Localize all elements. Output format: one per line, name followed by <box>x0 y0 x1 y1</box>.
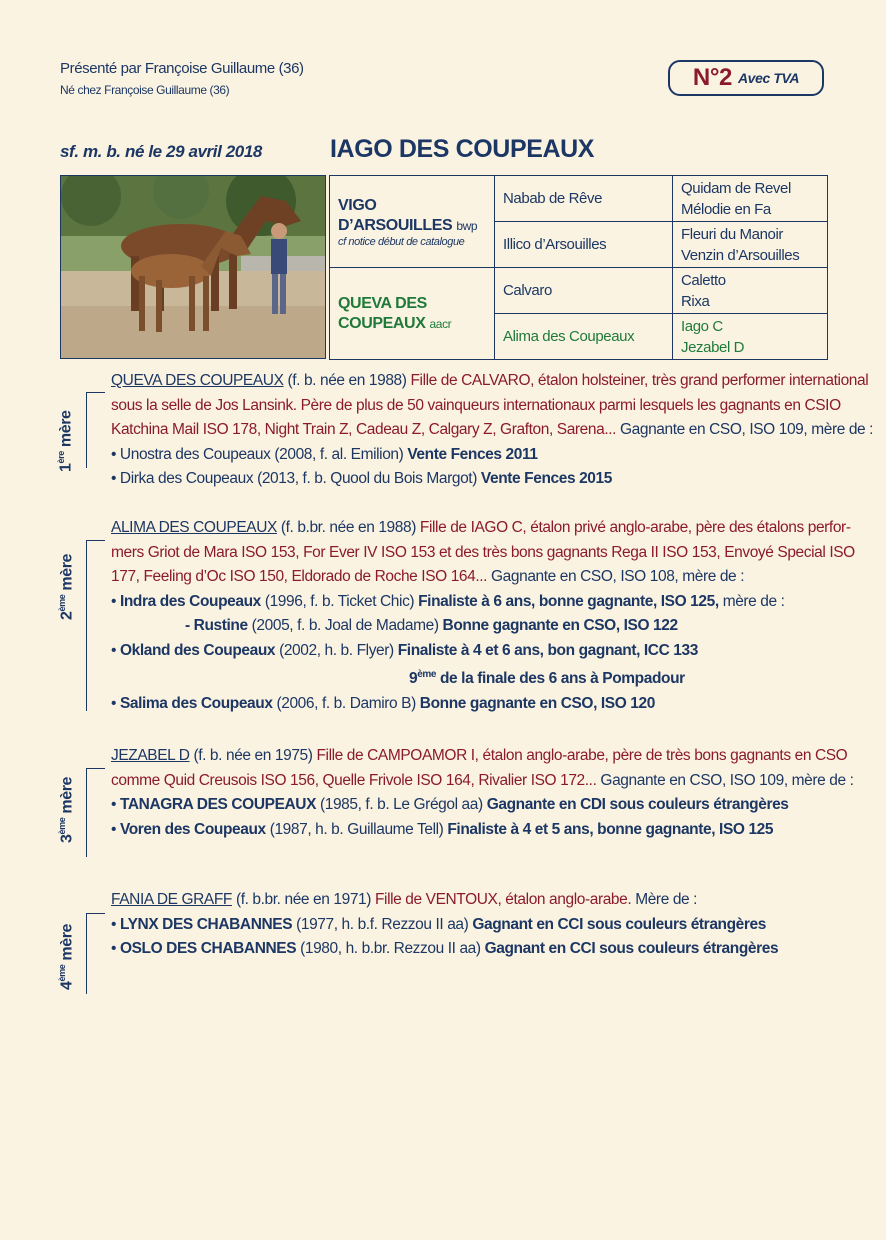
pedigree-dd-cell <box>673 314 828 360</box>
m1-child-1: • Unostra des Coupeaux (2008, f. al. Emilion) Vente Fences 2011 <box>111 445 538 463</box>
m4-bracket <box>86 913 105 994</box>
m2-grandchild-1: - Rustine (2005, f. b. Joal de Madame) Bonne gagnante en CSO, ISO 122 <box>185 617 678 634</box>
pedigree-sd-sire: Fleuri du Manoir <box>681 225 783 243</box>
m4-label: 4ème mère <box>57 923 76 990</box>
horse-meta: sf. m. b. né le 29 avril 2018 <box>60 142 262 161</box>
m1-label: 1ère mère <box>56 410 75 472</box>
pedigree-sd-dam: Venzin d’Arsouilles <box>681 246 800 264</box>
pedigree-ds-sire: Caletto <box>681 271 726 289</box>
m1-child-2: • Dirka des Coupeaux (2013, f. b. Quool du Bois Margot) Vente Fences 2015 <box>111 470 612 487</box>
pedigree-sire-dam: Illico d’Arsouilles <box>495 222 673 268</box>
m1-bracket <box>86 392 105 468</box>
m4-name: FANIA DE GRAFF <box>111 891 233 908</box>
m2-name: ALIMA DES COUPEAUX <box>111 519 277 536</box>
lot-number: N°2 <box>692 64 732 91</box>
pedigree-dam: QUEVA DES COUPEAUX aacr <box>338 294 452 332</box>
horse-photo <box>60 175 326 359</box>
pedigree-dd-dam: Jezabel D <box>681 338 745 356</box>
m3-label: 3ème mère <box>57 776 76 843</box>
m4-child-2: • OSLO DES CHABANNES (1980, h. b.br. Rezzou II aa) Gagnant en CCI sous couleurs étrangères <box>111 940 779 957</box>
m4-child-1: • LYNX DES CHABANNES (1977, h. b.f. Rezzou II aa) Gagnant en CCI sous couleurs étrangères <box>111 915 766 933</box>
pedigree-dd-sire: Iago C <box>681 317 723 335</box>
m2-child-2-extra: 9ème de la finale des 6 ans à Pompadour <box>409 669 685 688</box>
m3-bracket <box>86 768 105 857</box>
m3-child-1: • TANAGRA DES COUPEAUX (1985, f. b. Le Grégol aa) Gagnante en CDI sous couleurs étrangères <box>111 796 789 813</box>
horse-name: IAGO DES COUPEAUX <box>330 135 595 163</box>
pedigree-ss-sire: Quidam de Revel <box>681 179 791 197</box>
pedigree-ds-cell <box>673 268 828 314</box>
presenter-line: Présenté par Françoise Guillaume (36) <box>60 60 304 77</box>
m4-section: FANIA DE GRAFF (f. b.br. née en 1971) Fille de VENTOUX, étalon anglo-arabe. Mère de : • LYNX DES CHABANNES (1977, h. b.f. Rezzou II aa) Gagnant en CCI sous couleurs étrangères • OSLO DES CHABANNES (1980, h. b.br. Rezzou II aa) Gagnant en CCI sous couleurs étrangères <box>111 888 831 962</box>
pedigree-table <box>329 175 828 360</box>
m2-child-3: • Salima des Coupeaux (2006, f. b. Damiro B) Bonne gagnante en CSO, ISO 120 <box>111 694 655 712</box>
pedigree-ss-dam: Mélodie en Fa <box>681 200 771 218</box>
pedigree-ds-dam: Rixa <box>681 292 710 310</box>
m3-child-2: • Voren des Coupeaux (1987, h. b. Guillaume Tell) Finaliste à 4 et 5 ans, bonne gagnante, ISO 125 <box>111 820 774 838</box>
pedigree-sd-cell <box>673 222 828 268</box>
pedigree-sire-cell <box>330 176 495 268</box>
m3-name: JEZABEL D <box>111 747 190 764</box>
pedigree-sire: VIGO D’ARSOUILLES bwp <box>338 196 478 234</box>
m2-bracket <box>86 540 105 711</box>
tva-label: Avec TVA <box>737 70 800 86</box>
pedigree-sire-note: cf notice début de catalogue <box>338 235 465 248</box>
m1-section: QUEVA DES COUPEAUX (f. b. née en 1988) Fille de CALVARO, étalon holsteiner, très grand performer international sous la selle de Jos Lansink. Père de plus de 50 vainqueurs internationaux parmi lesquels les gagnants en CSIO Katchina Mail ISO 178, Night Train Z, Cadeau Z, Calgary Z, Grafton, Sarena... Gagnante en CSO, ISO 109, mère de : • Unostra des Coupeaux (2008, f. al. Emilion) Vente Fences 2011 • Dirka des Coupeaux (2013, f. b. Quool du Bois Margot) Vente Fences 2015 <box>111 369 831 492</box>
pedigree-ss-cell <box>673 176 828 222</box>
m2-section: ALIMA DES COUPEAUX (f. b.br. née en 1988) Fille de IAGO C, étalon privé anglo-arabe, père des étalons perfor- mers Griot de Mara ISO 153, For Ever IV ISO 153 et des très bons gagnants Rega II ISO 153, Envoyé Special ISO 177, Feeling d’Oc ISO 150, Eldorado de Roche ISO 164... Gagnante en CSO, ISO 108, mère de : • Indra des Coupeaux (1996, f. b. Ticket Chic) Finaliste à 6 ans, bonne gagnante, ISO 125, mère de : - Rustine (2005, f. b. Joal de Madame) Bonne gagnante en CSO, ISO 122 • Okland des Coupeaux (2002, h. b. Flyer) Finaliste à 4 et 6 ans, bon gagnant, ICC 133 9ème de la finale des 6 ans à Pompadour • Salima des Coupeaux (2006, f. b. Damiro B) Bonne gagnante en CSO, ISO 120 <box>111 516 831 716</box>
m2-child-2: • Okland des Coupeaux (2002, h. b. Flyer) Finaliste à 4 et 6 ans, bon gagnant, ICC 133 <box>111 641 698 659</box>
pedigree-dam-dam: Alima des Coupeaux <box>495 314 673 360</box>
m1-name: QUEVA DES COUPEAUX <box>111 372 284 389</box>
pedigree-dam-sire: Calvaro <box>495 268 673 314</box>
breeder-line: Né chez Françoise Guillaume (36) <box>60 83 230 97</box>
m2-label: 2ème mère <box>57 553 76 620</box>
lot-badge <box>668 60 824 96</box>
pedigree-dam-cell <box>330 268 495 360</box>
pedigree-sire-sire: Nabab de Rêve <box>495 176 673 222</box>
m2-child-1: • Indra des Coupeaux (1996, f. b. Ticket Chic) Finaliste à 6 ans, bonne gagnante, ISO 125, mère de : <box>111 592 785 610</box>
m3-section: JEZABEL D (f. b. née en 1975) Fille de CAMPOAMOR I, étalon anglo-arabe, père de très bons gagnants en CSO comme Quid Creusois ISO 156, Quelle Frivole ISO 164, Rivalier ISO 172... Gagnante en CSO, ISO 109, mère de : • TANAGRA DES COUPEAUX (1985, f. b. Le Grégol aa) Gagnante en CDI sous couleurs étrangères • Voren des Coupeaux (1987, h. b. Guillaume Tell) Finaliste à 4 et 5 ans, bonne gagnante, ISO 125 <box>111 744 831 842</box>
